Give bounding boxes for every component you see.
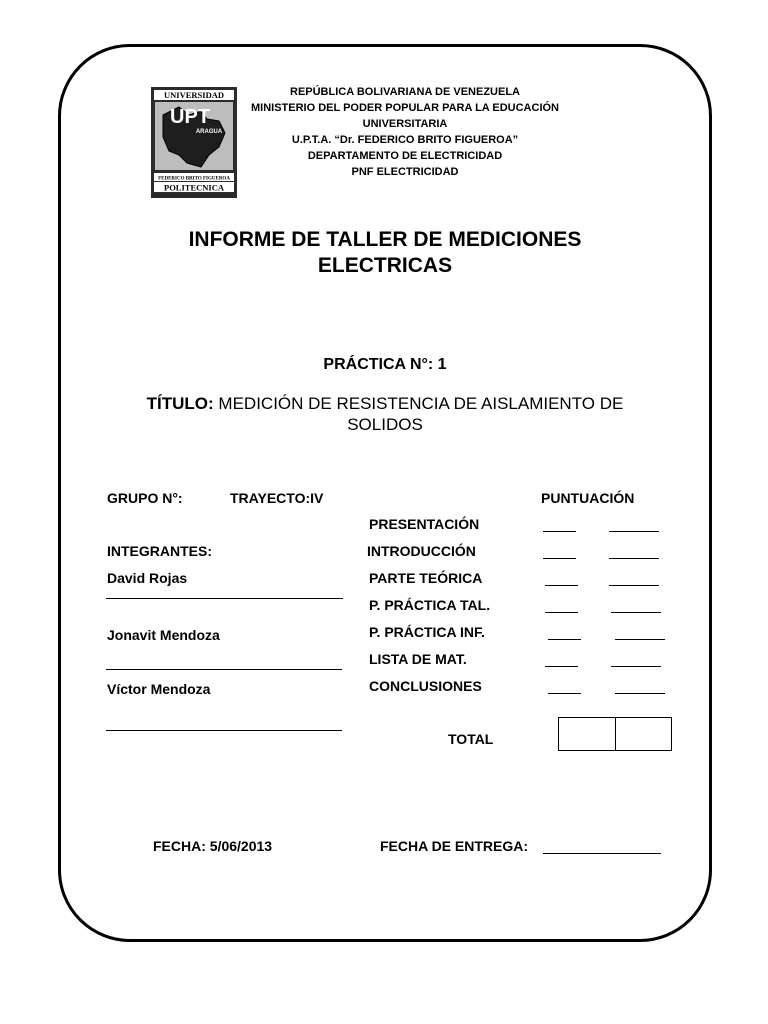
header-line-1: REPÚBLICA BOLIVARIANA DE VENEZUELA (290, 86, 520, 98)
member-3: Víctor Mendoza (107, 681, 211, 697)
integrantes-label: INTEGRANTES: (107, 543, 212, 559)
header-line-3: UNIVERSITARIA (362, 118, 448, 130)
score-blank (545, 585, 578, 586)
puntuacion-header: PUNTUACIÓN (541, 490, 635, 506)
score-item-practica-tal: P. PRÁCTICA TAL. (369, 597, 491, 613)
fecha-entrega-label: FECHA DE ENTREGA: (380, 838, 529, 854)
logo-sub: ARAGUA (195, 129, 223, 135)
trayecto-label: TRAYECTO:IV (230, 490, 324, 506)
score-blank (615, 639, 665, 640)
score-blank (543, 531, 576, 532)
titulo-label: TÍTULO: (146, 394, 214, 413)
score-item-practica-inf: P. PRÁCTICA INF. (369, 624, 485, 640)
logo-bottom-text: POLITECNICA (164, 182, 224, 193)
score-blank (609, 558, 659, 559)
member-line-1 (106, 598, 343, 599)
header-line-2: MINISTERIO DEL PODER POPULAR PARA LA EDUCACIÓN (250, 102, 560, 114)
score-blank (609, 585, 659, 586)
fecha-entrega-blank (543, 853, 661, 854)
report-title-line-1: INFORME DE TALLER DE MEDICIONES (188, 228, 582, 251)
member-1: David Rojas (107, 570, 188, 586)
score-blank (615, 693, 665, 694)
logo-band: FEDERICO BRITO FIGUEROA (158, 176, 230, 182)
header-line-4: U.P.T.A. “Dr. FEDERICO BRITO FIGUEROA” (291, 134, 519, 146)
total-boxes (558, 717, 672, 751)
header-line-6: PNF ELECTRICIDAD (351, 166, 459, 178)
member-2: Jonavit Mendoza (107, 627, 220, 643)
logo-mark: UPT (170, 106, 210, 128)
fecha: FECHA: 5/06/2013 (153, 838, 273, 854)
score-blank (611, 666, 661, 667)
score-blank (611, 612, 661, 613)
score-item-introduccion: INTRODUCCIÓN (367, 543, 476, 559)
score-item-conclusiones: CONCLUSIONES (369, 678, 482, 694)
member-line-3 (106, 730, 342, 731)
score-item-parte-teorica: PARTE TEÓRICA (369, 570, 483, 586)
logo-top-text: UNIVERSIDAD (164, 90, 224, 100)
score-blank (548, 639, 581, 640)
score-blank (609, 531, 659, 532)
titulo-text-1: MEDICIÓN DE RESISTENCIA DE AISLAMIENTO DE (213, 394, 624, 413)
score-blank (543, 558, 576, 559)
total-box (616, 718, 672, 750)
score-blank (545, 612, 578, 613)
practice-title (120, 394, 650, 414)
total-label: TOTAL (448, 731, 494, 747)
report-title-line-2: ELECTRICAS (317, 254, 453, 277)
total-box (559, 718, 616, 750)
group-number-label: GRUPO N°: (107, 490, 183, 506)
practice-number: PRÁCTICA N°: 1 (323, 356, 447, 373)
score-item-lista-mat: LISTA DE MAT. (369, 651, 467, 667)
header-line-5: DEPARTAMENTO DE ELECTRICIDAD (307, 150, 503, 162)
practice-title-line-2: SOLIDOS (347, 415, 423, 434)
member-line-2 (106, 669, 342, 670)
score-blank (548, 693, 581, 694)
university-logo (149, 85, 239, 200)
score-blank (545, 666, 578, 667)
score-item-presentacion: PRESENTACIÓN (369, 516, 480, 532)
